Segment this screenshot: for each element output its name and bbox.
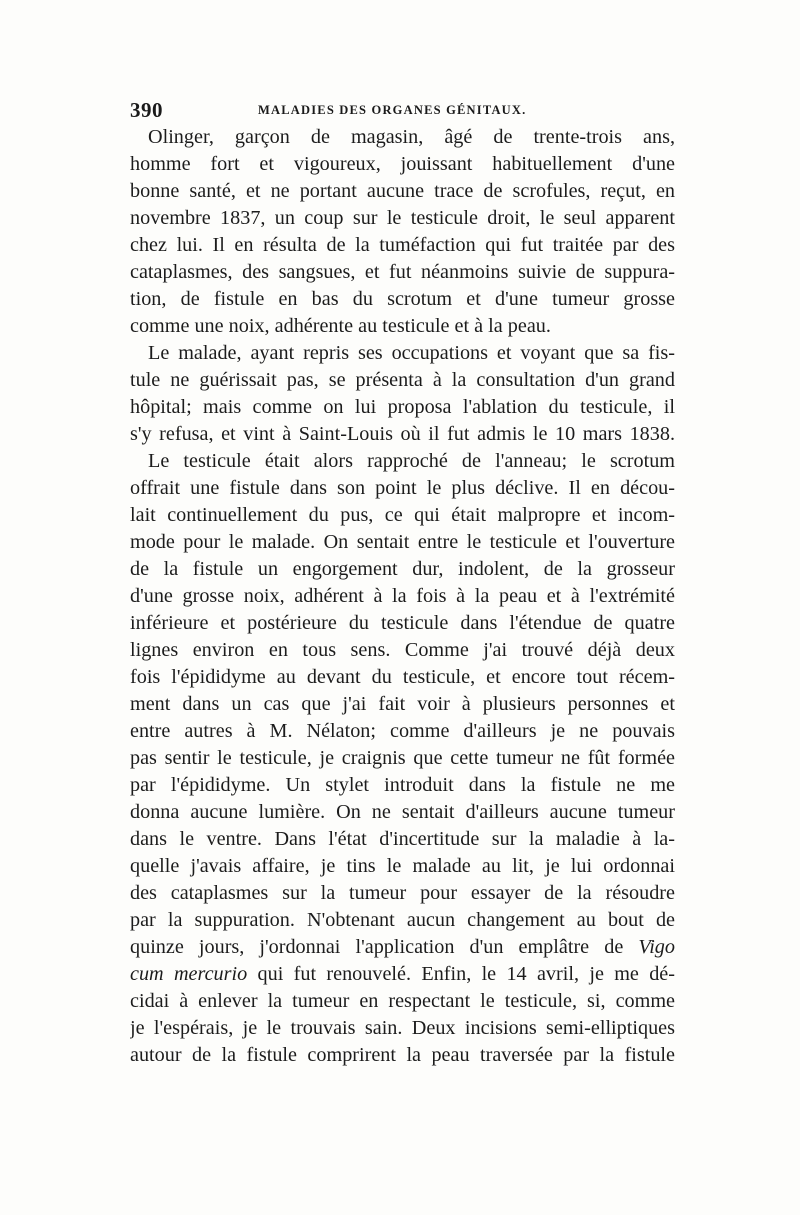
line-text: offrait une fistule dans son point le plus déclive. Il en décou- <box>130 477 675 499</box>
text-line <box>130 367 675 394</box>
text-line <box>130 448 675 475</box>
text-line <box>130 475 675 502</box>
line-text: autour de la fistule comprirent la peau traversée par la fistule <box>130 1044 675 1066</box>
text-line <box>130 907 675 934</box>
line-text: tule ne guérissait pas, se présenta à la consultation d'un grand <box>130 369 675 391</box>
line-text: entre autres à M. Nélaton; comme d'ailleurs je ne pouvais <box>130 720 675 742</box>
text-line <box>130 826 675 853</box>
line-text: des cataplasmes sur la tumeur pour essayer de la résoudre <box>130 882 675 904</box>
line-text: par l'épididyme. Un stylet introduit dans la fistule ne me <box>130 774 675 796</box>
text-line <box>130 313 675 340</box>
text-line <box>130 664 675 691</box>
italic-text: Vigo <box>638 936 675 958</box>
body-text <box>130 124 675 1069</box>
running-head <box>130 98 675 122</box>
text-line <box>130 259 675 286</box>
line-text: mode pour le malade. On sentait entre le testicule et l'ouverture <box>130 531 675 553</box>
line-text: inférieure et postérieure du testicule dans l'étendue de quatre <box>130 612 675 634</box>
text-line <box>130 1015 675 1042</box>
line-text: d'une grosse noix, adhérent à la fois à la peau et à l'extrémité <box>130 585 675 607</box>
line-text: Olinger, garçon de magasin, âgé de trente-trois ans, <box>148 126 675 148</box>
text-line <box>130 556 675 583</box>
text-line <box>130 502 675 529</box>
line-text: cidai à enlever la tumeur en respectant le testicule, si, comme <box>130 990 675 1012</box>
text-line <box>130 961 675 988</box>
line-text: dans le ventre. Dans l'état d'incertitude sur la maladie à la- <box>130 828 675 850</box>
text-line <box>130 340 675 367</box>
line-text: quelle j'avais affaire, je tins le malade au lit, je lui ordonnai <box>130 855 675 877</box>
line-text: cataplasmes, des sangsues, et fut néanmoins suivie de suppura- <box>130 261 675 283</box>
line-text: qui fut renouvelé. Enfin, le 14 avril, je me dé- <box>247 963 675 985</box>
line-text: hôpital; mais comme on lui proposa l'ablation du testicule, il <box>130 396 675 418</box>
text-line <box>130 286 675 313</box>
line-text: homme fort et vigoureux, jouissant habituellement d'une <box>130 153 675 175</box>
text-line <box>130 205 675 232</box>
chapter-title: MALADIES DES ORGANES GÉNITAUX. <box>258 103 527 117</box>
text-line <box>130 718 675 745</box>
text-line <box>130 529 675 556</box>
line-text: bonne santé, et ne portant aucune trace de scrofules, reçut, en <box>130 180 675 202</box>
text-line <box>130 394 675 421</box>
text-line <box>130 988 675 1015</box>
text-line <box>130 799 675 826</box>
line-text: quinze jours, j'ordonnai l'application d'un emplâtre de <box>130 936 639 958</box>
page-number: 390 <box>130 98 163 122</box>
line-text: je l'espérais, je le trouvais sain. Deux incisions semi-elliptiques <box>130 1017 675 1039</box>
text-line <box>130 232 675 259</box>
text-line <box>130 421 675 448</box>
line-text: chez lui. Il en résulta de la tuméfaction qui fut traitée par des <box>130 234 675 256</box>
line-text: donna aucune lumière. On ne sentait d'ailleurs aucune tumeur <box>130 801 675 823</box>
line-text: Le testicule était alors rapproché de l'anneau; le scrotum <box>148 450 675 472</box>
line-text: s'y refusa, et vint à Saint-Louis où il fut admis le 10 mars 1838. <box>130 423 675 445</box>
text-line <box>130 880 675 907</box>
text-line <box>130 610 675 637</box>
text-line <box>130 1042 675 1069</box>
text-line <box>130 124 675 151</box>
line-text: novembre 1837, un coup sur le testicule droit, le seul apparent <box>130 207 675 229</box>
text-line <box>130 745 675 772</box>
text-line <box>130 637 675 664</box>
line-text: pas sentir le testicule, je craignis que cette tumeur ne fût formée <box>130 747 675 769</box>
line-text: fois l'épididyme au devant du testicule, et encore tout récem- <box>130 666 675 688</box>
italic-text: cum mercurio <box>130 963 248 985</box>
line-text: par la suppuration. N'obtenant aucun changement au bout de <box>130 909 675 931</box>
line-text: ment dans un cas que j'ai fait voir à plusieurs personnes et <box>130 693 675 715</box>
text-line <box>130 178 675 205</box>
line-text: lait continuellement du pus, ce qui était malpropre et incom- <box>130 504 675 526</box>
text-line <box>130 151 675 178</box>
text-line <box>130 583 675 610</box>
text-line <box>130 934 675 961</box>
line-text: Le malade, ayant repris ses occupations et voyant que sa fis- <box>148 342 675 364</box>
line-text: comme une noix, adhérente au testicule et à la peau. <box>130 315 551 337</box>
text-line <box>130 691 675 718</box>
text-line <box>130 772 675 799</box>
line-text: de la fistule un engorgement dur, indolent, de la grosseur <box>130 558 675 580</box>
line-text: lignes environ en tous sens. Comme j'ai trouvé déjà deux <box>130 639 675 661</box>
line-text: tion, de fistule en bas du scrotum et d'une tumeur grosse <box>130 288 675 310</box>
text-line <box>130 853 675 880</box>
